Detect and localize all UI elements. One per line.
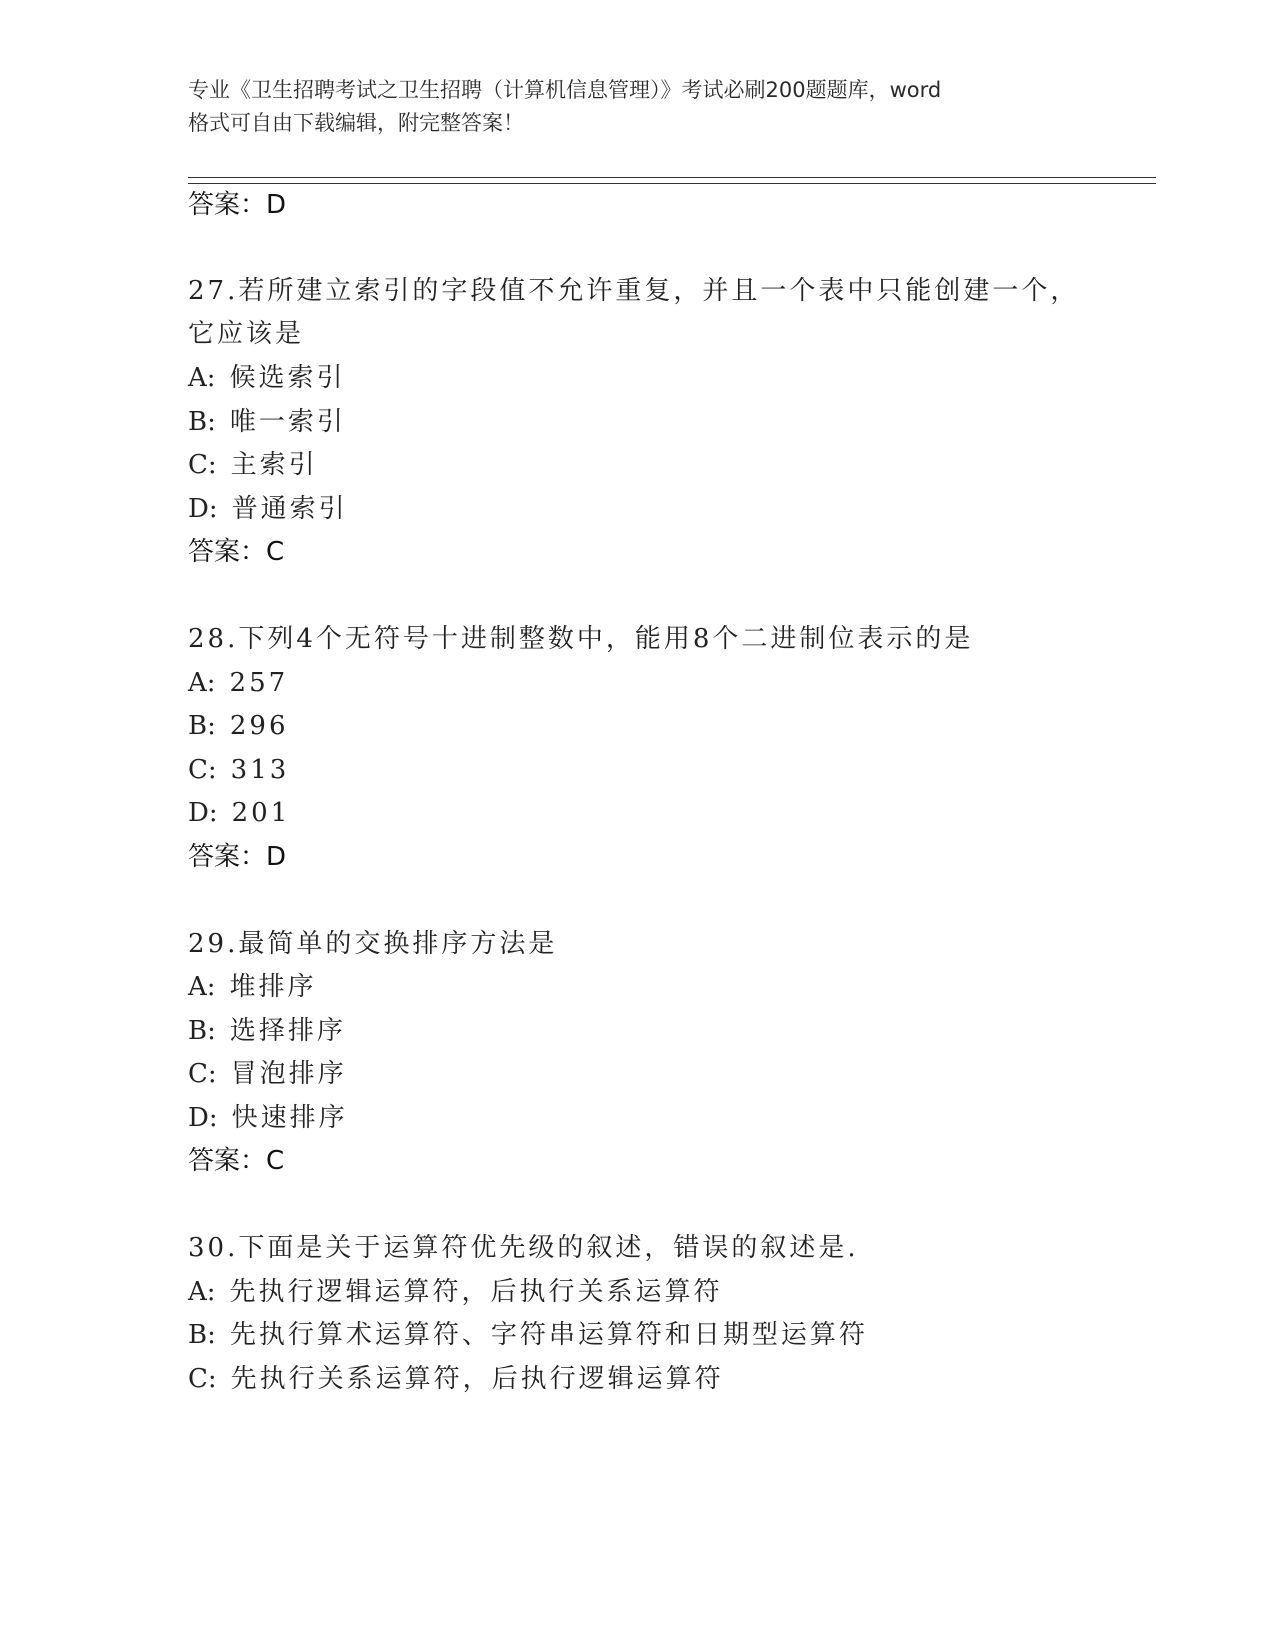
answer: 答案：C — [188, 1146, 285, 1176]
option-text: 选择排序 — [229, 1016, 346, 1046]
question-stem: 28.下列4个无符号十进制整数中，能用8个二进制位表示的是 — [188, 624, 974, 654]
option-text: 普通索引 — [231, 494, 348, 524]
option-letter: D: — [188, 494, 218, 524]
option-c — [188, 1362, 724, 1396]
header-divider-top — [188, 177, 1156, 178]
option-text: 冒泡排序 — [230, 1059, 347, 1089]
header-line-2: 格式可自由下载编辑，附完整答案！ — [188, 111, 524, 135]
option-b — [188, 709, 289, 743]
option-text: 候选索引 — [229, 363, 346, 393]
option-letter: B: — [188, 1016, 216, 1046]
option-a — [188, 1275, 723, 1309]
answer: 答案：D — [188, 842, 287, 872]
document-header — [188, 74, 1088, 140]
option-a — [188, 666, 288, 700]
question-stem: 30.下面是关于运算符优先级的叙述，错误的叙述是. — [188, 1233, 859, 1263]
option-d — [188, 1101, 348, 1135]
option-a — [188, 361, 346, 395]
option-letter: D: — [188, 1103, 218, 1133]
option-letter: C: — [188, 1059, 217, 1089]
option-letter: A: — [188, 363, 216, 393]
option-letter: C: — [188, 450, 217, 480]
option-letter: B: — [188, 407, 216, 437]
header-divider-bottom — [188, 183, 1156, 184]
question-stem: 27.若所建立索引的字段值不允许重复，并且一个表中只能创建一个， — [188, 276, 1080, 306]
option-letter: C: — [188, 755, 217, 785]
option-c — [188, 753, 289, 787]
option-text: 堆排序 — [229, 972, 317, 1002]
question-stem-continued: 它应该是 — [188, 319, 305, 349]
option-c — [188, 1057, 347, 1091]
option-text: 主索引 — [230, 450, 318, 480]
previous-answer: 答案：D — [188, 190, 287, 220]
option-c — [188, 448, 318, 482]
option-text: 先执行算术运算符、字符串运算符和日期型运算符 — [229, 1320, 868, 1350]
option-letter: B: — [188, 711, 216, 741]
question-stem: 29.最简单的交换排序方法是 — [188, 929, 558, 959]
option-d — [188, 492, 348, 526]
option-text: 先执行关系运算符，后执行逻辑运算符 — [230, 1364, 724, 1394]
option-letter: C: — [188, 1364, 217, 1394]
option-letter: A: — [188, 972, 216, 1002]
option-text: 快速排序 — [231, 1103, 348, 1133]
option-letter: D: — [188, 798, 218, 828]
header-line-1: 专业《卫生招聘考试之卫生招聘（计算机信息管理）》考试必刷200题题库，word — [188, 78, 942, 102]
option-text: 313 — [230, 755, 290, 785]
option-b — [188, 405, 346, 439]
option-text: 257 — [229, 668, 289, 698]
option-text: 296 — [229, 711, 289, 741]
option-b — [188, 1318, 868, 1352]
option-text: 先执行逻辑运算符，后执行关系运算符 — [229, 1277, 723, 1307]
option-b — [188, 1014, 346, 1048]
option-letter: A: — [188, 668, 216, 698]
option-letter: A: — [188, 1277, 216, 1307]
answer: 答案：C — [188, 537, 285, 567]
option-letter: B: — [188, 1320, 216, 1350]
option-d — [188, 796, 290, 830]
option-text: 201 — [231, 798, 291, 828]
option-a — [188, 970, 317, 1004]
option-text: 唯一索引 — [229, 407, 346, 437]
